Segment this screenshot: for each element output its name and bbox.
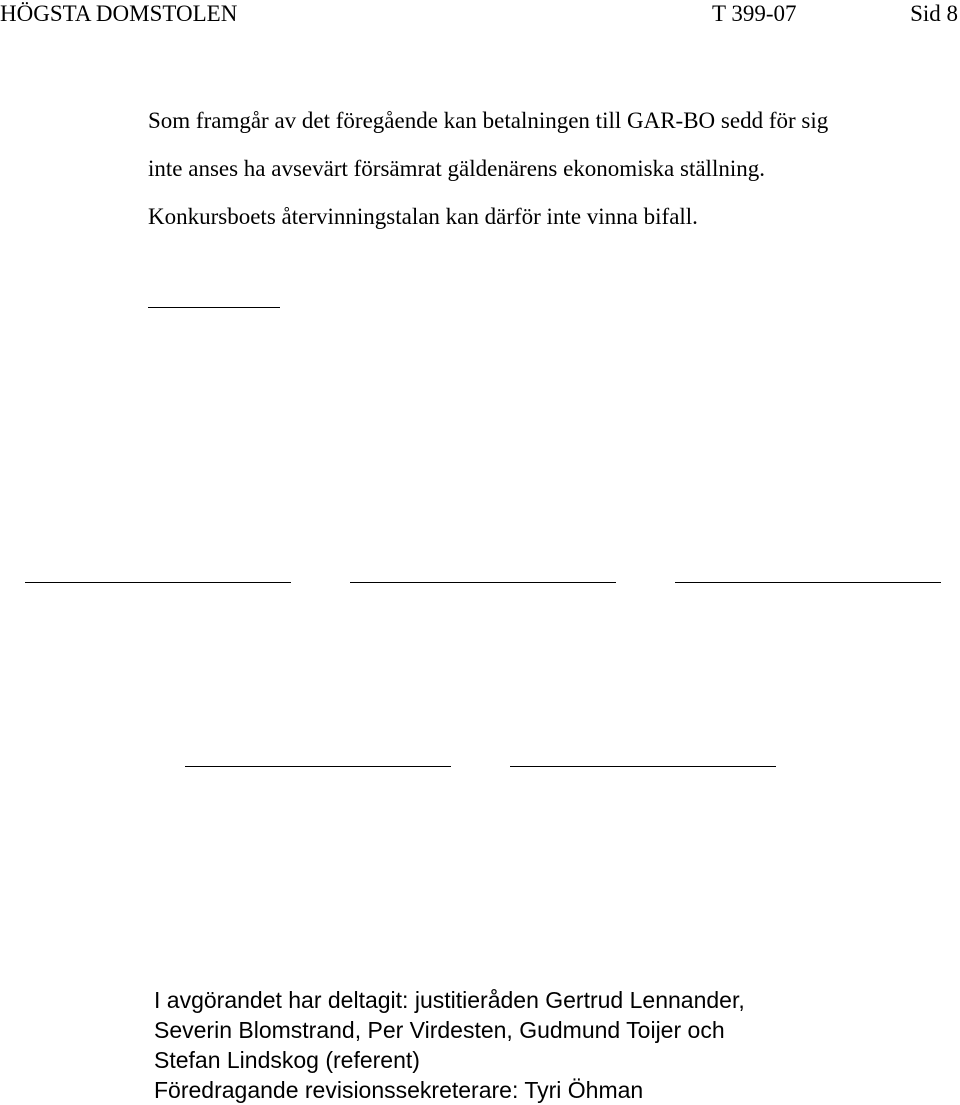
signature-line [510,766,776,767]
judgment-text [148,97,948,241]
body-line: inte anses ha avsevärt försämrat gäldenärens ekonomiska ställning. [148,156,765,181]
signature-line [675,582,941,583]
signature-line [185,766,451,767]
footer-line: Föredragande revisionssekreterare: Tyri Öhman [154,1077,644,1103]
body-line: Konkursboets återvinningstalan kan därför inte vinna bifall. [148,204,698,229]
body-line: Som framgår av det föregående kan betalningen till GAR-BO sedd för sig [148,108,829,133]
footer-line: I avgörandet har deltagit: justitieråden Gertrud Lennander, [154,987,745,1013]
footer-line: Stefan Lindskog (referent) [154,1047,420,1073]
signature-line [350,582,616,583]
signature-line [25,582,291,583]
section-divider [148,307,280,308]
page-number: Sid 8 [910,1,958,26]
participants-note [154,985,745,1105]
footer-line: Severin Blomstrand, Per Virdesten, Gudmund Toijer och [154,1017,725,1043]
case-number: T 399-07 [712,1,797,26]
court-name: HÖGSTA DOMSTOLEN [0,1,238,26]
